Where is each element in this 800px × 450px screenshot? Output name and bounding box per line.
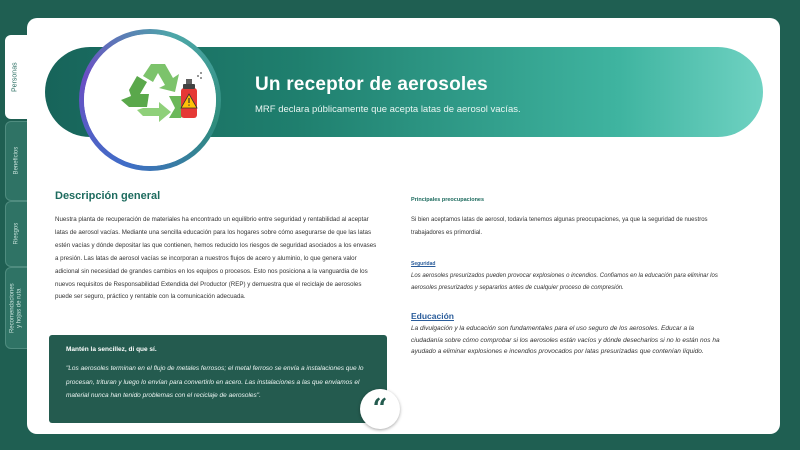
description-heading: Descripción general [55,190,161,202]
tab-personas[interactable] [5,35,27,119]
recycle-icon [121,64,187,122]
quote-mark-icon: “ [360,389,400,429]
tab-recomendaciones-label: Recomendaciones y hojas de ruta [9,283,24,333]
description-body: Nuestra planta de recuperación de materiales ha encontrado un equilibrio entre seguridad y rentabilidad al aceptar latas de aerosol vacías. Mediante una sencilla educación para los hogares sobre cómo asegurarse de que las latas estén vacías y dónde depositar las que contienen, hemos reducido los riesgos de seguridad asociados a los envases a presión. Las latas de aerosol vacías se incorporan a nuestros flujos de acero y aluminio, lo que genera valor adicional sin necesidad de grandes cambios en los equipos o procesos. Esto nos posiciona a la vanguardia de los nuevos requisitos de Responsabilidad Extendida del Productor (REP) y demuestra que el reciclaje de aerosoles puede ser seguro, práctico y rentable con la comunicación adecuada. [55,216,377,301]
quote-text: "Los aerosoles terminan en el flujo de metales ferrosos; el metal ferroso se envía a instalaciones que lo procesan, trituran y luego lo envían para convertirlo en acero. Las instalaciones a las que enviamos el material nunca han tenido problemas con el reciclaje de aerosoles". [66,365,364,399]
page-title: Un receptor de aerosoles [255,74,488,95]
security-text: Los aerosoles presurizados pueden provocar explosiones o incendios. Confiamos en la educación para eliminar los aerosoles presurizados y separarlos antes de cualquier proceso de compresión. [411,273,718,291]
quote-box [49,335,387,423]
content-card [27,18,780,434]
tab-riesgos-label: Riesgos [13,223,20,245]
concerns-intro: Si bien aceptamos latas de aerosol, todavía tenemos algunas preocupaciones, ya que la seguridad de nuestros trabajadores es primordial. [411,217,708,236]
education-heading: Educación [411,311,454,321]
recycle-aerosol-illustration [107,56,217,146]
tab-beneficios[interactable] [5,121,29,201]
tab-personas-label: Personas [11,62,19,92]
tab-beneficios-label: Beneficios [13,147,20,175]
tab-riesgos[interactable] [5,201,29,267]
page-subtitle: MRF declara públicamente que acepta latas de aerosol vacías. [255,104,521,115]
education-text: La divulgación y la educación son fundamentales para el uso seguro de los aerosoles. Educar a la ciudadanía sobre cómo comprobar si los aerosoles están vacíos y dónde desecharlos si no lo están nos ha ayudado a eliminar explosiones e incendios provocados por latas presurizadas que contenían líquido. [411,325,720,355]
concerns-heading: Principales preocupaciones [411,197,485,203]
tab-recomendaciones[interactable] [5,267,29,349]
quote-title: Mantén la sencillez, di que sí. [66,346,157,353]
aerosol-can-icon [181,72,202,118]
security-heading: Seguridad [411,261,436,267]
